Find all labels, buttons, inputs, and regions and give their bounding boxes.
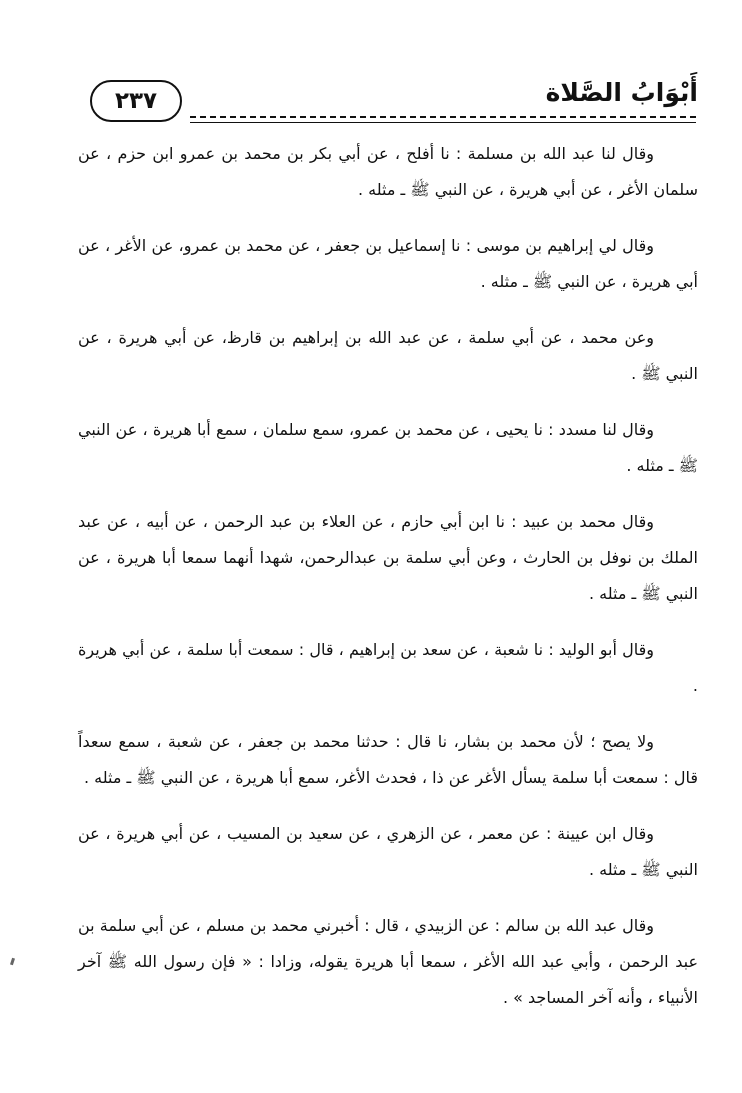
paragraph: وعن محمد ، عن أبي سلمة ، عن عبد الله بن إبراهيم بن قارظ، عن أبي هريرة ، عن النبي ﷺ .	[78, 328, 698, 383]
paragraph: وقال محمد بن عبيد : نا ابن أبي حازم ، عن العلاء بن عبد الرحمن ، عن أبيه ، عن عبد الملك بن نوفل بن الحارث ، وعن أبي سلمة بن عبدالرحمن، شهدا أنهما سمعا أبا هريرة ، عن النبي ﷺ ـ مثله .	[78, 512, 698, 603]
header-rule	[190, 116, 696, 123]
page-body	[78, 136, 698, 1036]
margin-mark	[10, 958, 15, 966]
paragraph: وقال ابن عيينة : عن معمر ، عن الزهري ، عن سعيد بن المسيب ، عن أبي هريرة ، عن النبي ﷺ ـ مثله .	[78, 824, 698, 879]
paragraph: ولا يصح ؛ لأن محمد بن بشار، نا قال : حدثنا محمد بن جعفر ، عن شعبة ، سمع سعداً قال : سمعت أبا سلمة يسأل الأغر عن ذا ، فحدث الأغر، سمع أبا هريرة ، عن النبي ﷺ ـ مثله .	[78, 732, 698, 787]
paragraph: وقال لي إبراهيم بن موسى : نا إسماعيل بن جعفر ، عن محمد بن عمرو، عن الأغر ، عن أبي هريرة ، عن النبي ﷺ ـ مثله .	[78, 236, 698, 291]
paragraph: وقال أبو الوليد : نا شعبة ، عن سعد بن إبراهيم ، قال : سمعت أبا سلمة ، عن أبي هريرة .	[78, 640, 698, 695]
page-header	[78, 72, 698, 122]
chapter-title: أَبْوَابُ الصَّلاة	[545, 78, 698, 107]
page-number: ٢٣٧	[90, 80, 182, 122]
paragraph: وقال لنا مسدد : نا يحيى ، عن محمد بن عمرو، سمع سلمان ، سمع أبا هريرة ، عن النبي ﷺ ـ مثله .	[78, 420, 698, 475]
paragraph: وقال لنا عبد الله بن مسلمة : نا أفلح ، عن أبي بكر بن محمد بن عمرو ابن حزم ، عن سلمان الأغر ، عن أبي هريرة ، عن النبي ﷺ ـ مثله .	[78, 144, 698, 199]
paragraph: وقال عبد الله بن سالم : عن الزبيدي ، قال : أخبرني محمد بن مسلم ، عن أبي سلمة بن عبد الرحمن ، وأبي عبد الله الأغر ، سمعا أبا هريرة يقوله، وزادا : « فإن رسول الله ﷺ آخر الأنبياء ، وأنه آخر المساجد » .	[78, 916, 698, 1007]
